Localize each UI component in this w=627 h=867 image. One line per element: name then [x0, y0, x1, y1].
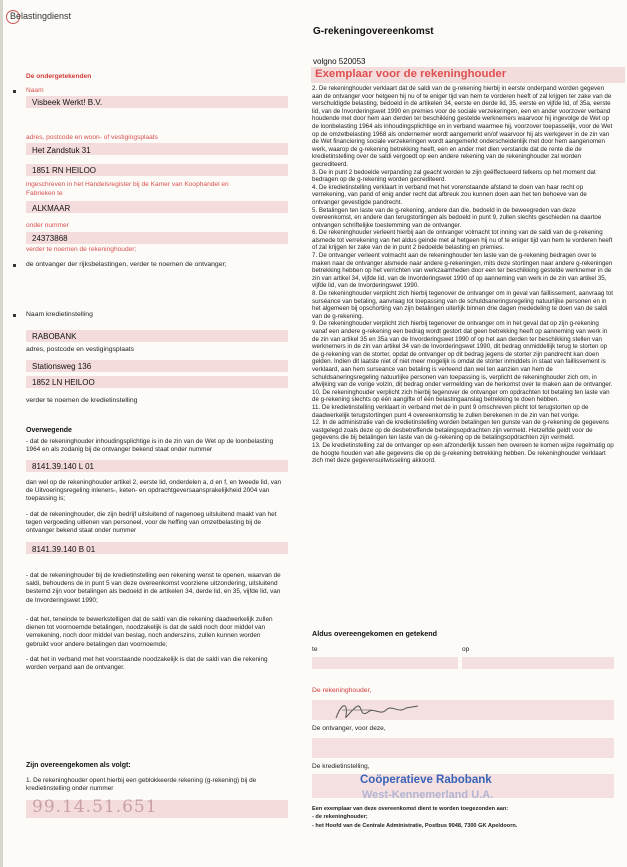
- signature-icon: [332, 698, 422, 724]
- adres-label: adres, postcode en woon- of vestigingsplaats: [26, 134, 158, 141]
- point-1: 1. De rekeninghouder opent hierbij een geblokkeerde rekening (g-rekening) bij de kredietinstelling onder nummer: [26, 777, 257, 793]
- overwegende-3: - dat de rekeninghouder, die zijn bedrijf uitsluitend of nagenoeg uitsluitend maakt van het tegen vergoeding uitlenen van personeel, voor de heffing van omzetbelasting bij de ontvanger bekend staat onder nummer: [26, 511, 277, 535]
- ontvanger-sign-label: De ontvanger, voor deze,: [312, 725, 386, 732]
- ondergetekenden-heading: De ondergetekenden: [26, 73, 92, 80]
- te-label: te: [312, 646, 318, 653]
- condition-7: 7. De ontvanger verleent volmacht aan de rekeninghouder ten laste van de g-rekening bedragen over te maken naar de ontvanger alsmede naar andere g-rekeningen, mits deze stortingen naar andere g-rekeningen betrekking hebben op het verrichten van werkzaamheden door een ter beschikking gestelde werknemer in de zin van artikel 34, vijfde lid, van de Invorderingswet 1990 of op aanneming van werk in de zin van artikel 35, vijfde lid, van de Invorderingswet 1990.: [312, 252, 613, 290]
- ontvanger-text: de ontvanger der rijksbelastingen, verder te noemen de ontvanger;: [26, 261, 227, 268]
- bullet-icon: [13, 314, 16, 317]
- overwegende-heading: Overwegende: [26, 427, 72, 434]
- handwritten-account-number: 99.14.51.651: [32, 797, 158, 817]
- bank-stamp-line1: Coöperatieve Rabobank: [360, 774, 492, 786]
- overwegende-6: - dat het in verband met het voorstaande noodzakelijk is dat de saldi van die rekening worden verpand aan de ontvanger.: [26, 656, 268, 672]
- exemplaar-banner: [311, 67, 625, 83]
- rekeninghouder-sign-label: De rekeninghouder,: [312, 687, 372, 694]
- krediet-label: Naam kredietinstelling: [26, 311, 93, 318]
- condition-2: 2. De rekeninghouder verklaart dat de saldi van de g-rekening hierbij in eerste onderpand worden gegeven aan de ontvanger voor hetgeen hij nu of te eniger tijd van hem te vorderen heeft of zal krijgen ter zake van de verschuldigde belasting, bedoeld in de artikelen 34, eerste en derde lid, 35, eerste en vijfde lid, of 35a, eerste lid, van de Invorderingswet 1990 en premies voor de sociale verzekeringen, een en ander voorzover verband houdende met door hem aan derden ter beschikking gestelde werknemers waarvoor hij ingevolge de Wet op de loonbelasting 1964 als inhoudingsplichtige en in verband waarmee hij, voorzover toepasselijk, voor de Wet op de omzetbelasting 1968 als ondernemer wordt aangemerkt en/of waarvoor hij als werkgever in de zin van de Wet financiering sociale verzekeringen wordt aangemerkt onderscheidenlijk met door hem aangenomen werk, waarop de g-rekening betrekking heeft, een en ander met dien verstande dat de rente die de kredietinstelling over de saldi vergoedt op een andere rekening van de rekeninghouder zal worden gecrediteerd.: [312, 85, 613, 168]
- volgnummer: volgno 520053: [313, 57, 366, 66]
- condition-3: 3. De in punt 2 bedoelde verpanding zal geacht worden te zijn geëffectueerd telkens op het moment dat bedragen op de g-rekening worden gecrediteerd.: [312, 168, 596, 184]
- loonbelasting-number: 8141.39.140 L 01: [32, 462, 94, 471]
- krediet-adres-label: adres, postcode en vestigingsplaats: [26, 346, 135, 353]
- kvk-number-value: 24373868: [32, 234, 68, 243]
- naam-value: Visbeek Werkt! B.V.: [32, 98, 103, 107]
- krediet-street-value: Stationsweg 136: [32, 362, 92, 371]
- kvk-label-line2: Fabrieken te: [26, 190, 63, 197]
- condition-10: 10. De rekeninghouder verplicht zich hierbij tegenover de ontvanger om opdrachten tot betaling ten laste van de g-rekening slechts op één aangifte of één belastingaanslag betrekking te doen hebben.: [312, 388, 610, 404]
- krediet-sign-label: De kredietinstelling,: [312, 763, 370, 770]
- condition-8: 8. De rekeninghouder verplicht zich hierbij tegenover de ontvanger om in geval van faillissement, aanvraag tot surséance van betaling, aanvraag tot toepassing van de schuldsaneringsregeling natuurlijke personen en in het algemeen bij opschorting van zijn betalingen uiterlijk binnen drie dagen mededeling te doen van de saldi van de g-rekening.: [312, 290, 613, 320]
- footer-line1: Een exemplaar van deze overeenkomst dient te worden toegezonden aan:: [312, 806, 509, 812]
- street-value: Het Zandstuk 31: [32, 146, 91, 155]
- page-edge: [0, 0, 3, 867]
- verder-rekeninghouder-label: verder te noemen de rekeninghouder;: [26, 246, 137, 253]
- bullet-icon: [13, 90, 16, 93]
- krediet-city-value: 1852 LN HEILOO: [32, 378, 95, 387]
- exemplaar-title: Exemplaar voor de rekeninghouder: [315, 68, 507, 80]
- brand-name: Belastingdienst: [10, 11, 72, 21]
- op-label: op: [462, 646, 470, 653]
- omzetbelasting-number: 8141.39.140 B 01: [32, 545, 96, 554]
- conditions-body: [312, 85, 614, 465]
- overwegende-2: dan wel op de rekeninghouder artikel 2, eerste lid, onderdelen a, d en f, en tweede lid, van de Uitvoeringsregeling inleners-, keten- en opdrachtgeversaansprakelijkheid 2004 van toepassing is;: [26, 479, 282, 503]
- postcode-city-value: 1851 RN HEILOO: [32, 166, 97, 175]
- kvk-label-line1: ingeschreven in het Handelsregister bij de Kamer van Koophandel en: [26, 181, 229, 188]
- footer-line2: - de rekeninghouder;: [312, 814, 368, 820]
- aldus-heading: Aldus overeengekomen en getekend: [312, 629, 438, 638]
- zijn-overeengekomen-heading: Zijn overeengekomen als volgt:: [26, 762, 131, 769]
- condition-9: 9. De rekeninghouder verplicht zich hierbij tegenover de ontvanger om in het geval dat op zijn g-rekening vanaf een andere g-rekening een bedrag wordt gestort dat geen betrekking heeft op aanneming van werk in de zin van artikel 35 en 35a van de Invorderingswet 1990 of op het aan derden ter beschikking stellen van werknemers in de zin van artikel 34 van de Invorderingswet 1990, dit bedrag onmiddellijk terug te storten op de g-rekening van de storter, opdat de ontvanger op dit bedrag jegens de storter zijn pandrecht kan doen gelden. Indien dit laatste niet of niet meer mogelijk is omdat de storter inmiddels in staat van faillissement is verklaard, aan hem surseance van betaling is verleend dan wel ten aanzien van hem de schuldsaneringsregeling natuurlijke personen van toepassing is, verplicht de rekeninghouder zich om, in afwijking van de vorige volzin, dit bedrag onder vermelding van de herkomst over te maken aan de ontvanger.: [312, 320, 613, 389]
- condition-4: 4. De kredietinstelling verklaart in verband met het vorenstaande afstand te doen van haar recht op verrekening, van pand of enig ander recht dat afbreuk zou kunnen doen aan het ten behoeve van de ontvanger gevestigde pandrecht.: [312, 183, 587, 206]
- overwegende-1: - dat de rekeninghouder inhoudingsplichtige is in de zin van de Wet op de loonbelasting 1964 en als zodanig bij de ontvanger bekend staat onder nummer: [26, 438, 274, 454]
- verder-krediet-label: verder te noemen de kredietinstelling: [26, 397, 138, 404]
- condition-13: 13. De kredietinstelling zal de ontvanger op een afzonderlijk tussen hen overeen te komen wijze regelmatig op de hoogte houden van alle gegevens die op de g-rekening betrekking hebben. De rekeninghouder verklaart zich met deze gegevensuitwisseling akkoord.: [312, 441, 614, 465]
- document-title: G-rekeningovereenkomst: [313, 26, 434, 37]
- condition-11: 11. De kredietinstelling verklaart in verband met de in punt 9 omschreven plicht tot terugstorten op de daadwerkelijk terugstortingen punt 4 overeenkomstig te zullen berekenen in de zin van het vorige.: [312, 403, 589, 419]
- onder-nummer-label: onder nummer: [26, 222, 69, 229]
- bullet-icon: [13, 264, 16, 267]
- naam-label: Naam: [26, 87, 44, 94]
- kvk-city-value: ALKMAAR: [32, 204, 71, 213]
- krediet-name-value: RABOBANK: [32, 332, 77, 341]
- condition-12: 12. In de administratie van de kredietinstelling worden betalingen ten gunste van de g-rekening de gegevens vastgelegd zoals deze op de desbetreffende betalingsopdrachten zijn vermeld. Hetzelfde geldt voor de gegevens die bij betalingen ten laste van de g-rekening op de betalingsopdrachten zijn vermeld.: [312, 419, 609, 442]
- condition-6: 6. De rekeninghouder verleent hierbij aan de ontvanger volmacht tot inning van de saldi van de g-rekening alsmede tot verrekening van het aldus geinde met al hetgeen hij nu of te eniger tijd van hem te vorderen heeft of zal krijgen ter zake van de in punt 2 bedoelde belasting en premies.: [312, 229, 613, 252]
- overwegende-4: - dat de rekeninghouder bij de kredietinstelling een rekening wenst te openen, waarvan de saldi, behoudens de in punt 5 van deze overeenkomst voorziene uitzondering, uitsluitend bestemd zijn voor betalingen als bedoeld in de artikelen 34, derde lid, en 35, vijfde lid, van de Invorderingswet 1990;: [26, 572, 281, 604]
- ontvanger-sign-field[interactable]: [312, 738, 614, 758]
- op-field[interactable]: [462, 657, 614, 669]
- overwegende-5: - dat het, teneinde te bewerkstelligen dat de saldi van die rekening daadwerkelijk zullen dienen tot voornoemde betalingen, noodzakelijk is dat de saldi noch door middel van verrekening, noch door middel van beslag, noch anderszins, zullen kunnen worden gebruikt voor andere betalingen dan voornoemde;: [26, 616, 273, 648]
- bank-stamp-line2: West-Kennemerland U.A.: [362, 789, 494, 801]
- condition-5: 5. Betalingen ten laste van de g-rekening, andere dan die, bedoeld in de beweegreden van deze overeenkomst, en andere dan terugstortingen als bedoeld in punt 9, zullen slechts geschieden na daartoe ontvangen schriftelijke toestemming van de ontvanger.: [312, 206, 602, 229]
- footer-line3: - het Hoofd van de Centrale Administratie, Postbus 9048, 7300 GK Apeldoorn.: [312, 823, 518, 829]
- te-field[interactable]: [312, 657, 458, 669]
